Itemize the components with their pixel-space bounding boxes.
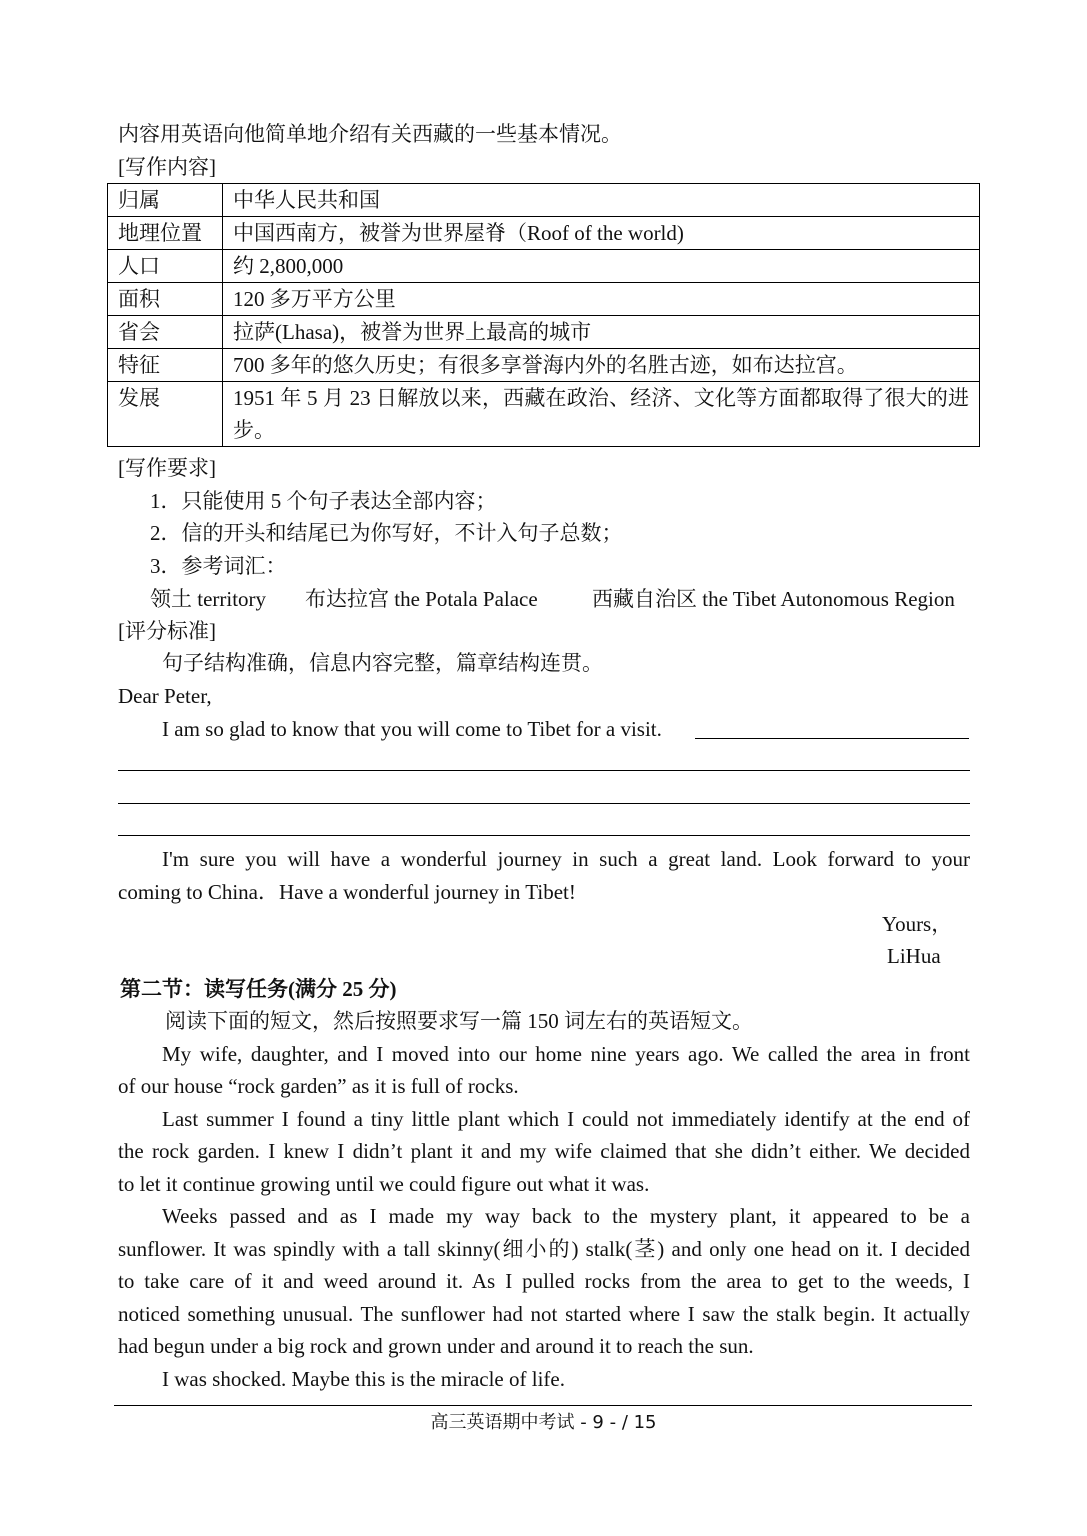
table-row: [108, 217, 980, 250]
table-row: [108, 382, 980, 447]
passage-p3-line-2: sunflower. It was spindly with a tall skinny(细小的) stalk(茎) and only one head on it. I decided: [118, 1237, 970, 1261]
answer-line[interactable]: [118, 835, 970, 836]
passage-p3-line-4: noticed something unusual. The sunflower had not started where I saw the stalk begin. It actually: [118, 1302, 970, 1326]
footer-divider: [114, 1405, 972, 1406]
letter-closing-line-1: I'm sure you will have a wonderful journey in such a great land. Look forward to your: [162, 847, 970, 871]
table-row: [108, 349, 980, 382]
section-requirements-label: [写作要求]: [118, 456, 216, 480]
passage-p1-line-1: My wife, daughter, and I moved into our home nine years ago. We called the area in front: [162, 1042, 970, 1066]
table-row: [108, 283, 980, 316]
answer-line[interactable]: [118, 803, 970, 804]
vocab-territory: 领土 territory: [150, 587, 267, 611]
section-content-label: [写作内容]: [118, 155, 216, 179]
passage-p4-line-1: I was shocked. Maybe this is the miracle of life.: [162, 1367, 565, 1391]
table-row: [108, 250, 980, 283]
letter-opening: I am so glad to know that you will come to Tibet for a visit.: [162, 717, 662, 741]
table-value: 约 2,800,000: [223, 250, 980, 283]
table-value: 拉萨(Lhasa)，被誉为世界上最高的城市: [223, 316, 980, 349]
table-key: 面积: [108, 283, 223, 316]
requirement-1: 1．只能使用 5 个句子表达全部内容；: [150, 489, 497, 513]
table-key: 省会: [108, 316, 223, 349]
table-key: 地理位置: [108, 217, 223, 250]
table-value: 中华人民共和国: [223, 184, 980, 217]
passage-p3-line-3: to take care of it and weed around it. As I pulled rocks from the area to get to the weeds, I: [118, 1269, 970, 1293]
table-value: 1951 年 5 月 23 日解放以来，西藏在政治、经济、文化等方面都取得了很大的进步。: [223, 382, 980, 447]
requirement-3: 3．参考词汇：: [150, 554, 287, 578]
passage-p2-line-1: Last summer I found a tiny little plant which I could not immediately identify at the end of: [162, 1107, 970, 1131]
table-row: [108, 316, 980, 349]
page-footer: 高三英语期中考试 - 9 - / 15: [430, 1412, 657, 1433]
table-key: 发展: [108, 382, 223, 447]
section2-title: 第二节：读写任务(满分 25 分): [120, 977, 397, 1001]
intro-line: 内容用英语向他简单地介绍有关西藏的一些基本情况。: [118, 122, 622, 146]
letter-salutation: Dear Peter,: [118, 684, 212, 708]
table-value: 中国西南方，被誉为世界屋脊（Roof of the world): [223, 217, 980, 250]
section-scoring-label: [评分标准]: [118, 619, 216, 643]
letter-signature: LiHua: [887, 944, 941, 968]
passage-p2-line-2: the rock garden. I knew I didn’t plant it and my wife claimed that she didn’t either. We decided: [118, 1139, 970, 1163]
table-row: [108, 184, 980, 217]
letter-sign-off: Yours，: [882, 912, 953, 936]
passage-p2-line-3: to let it continue growing until we could figure out what it was.: [118, 1172, 650, 1196]
tibet-info-table: [107, 183, 980, 447]
passage-p3-line-1: Weeks passed and as I made my way back to the mystery plant, it appeared to be a: [162, 1204, 970, 1228]
table-key: 归属: [108, 184, 223, 217]
vocab-potala: 布达拉宫 the Potala Palace: [305, 587, 538, 611]
vocab-tibet-region: 西藏自治区 the Tibet Autonomous Region: [592, 587, 955, 611]
table-value: 700 多年的悠久历史；有很多享誉海内外的名胜古迹，如布达拉宫。: [223, 349, 980, 382]
passage-p3-line-5: had begun under a big rock and grown under and around it to reach the sun.: [118, 1334, 754, 1358]
passage-p1-line-2: of our house “rock garden” as it is full of rocks.: [118, 1074, 519, 1098]
table-value: 120 多万平方公里: [223, 283, 980, 316]
table-key: 特征: [108, 349, 223, 382]
answer-blank-line[interactable]: [695, 738, 969, 739]
section2-instruction: 阅读下面的短文，然后按照要求写一篇 150 词左右的英语短文。: [165, 1009, 753, 1033]
requirement-2: 2．信的开头和结尾已为你写好，不计入句子总数；: [150, 521, 623, 545]
table-key: 人口: [108, 250, 223, 283]
letter-closing-line-2: coming to China．Have a wonderful journey in Tibet!: [118, 880, 576, 904]
answer-line[interactable]: [118, 770, 970, 771]
scoring-text: 句子结构准确，信息内容完整，篇章结构连贯。: [162, 651, 603, 675]
